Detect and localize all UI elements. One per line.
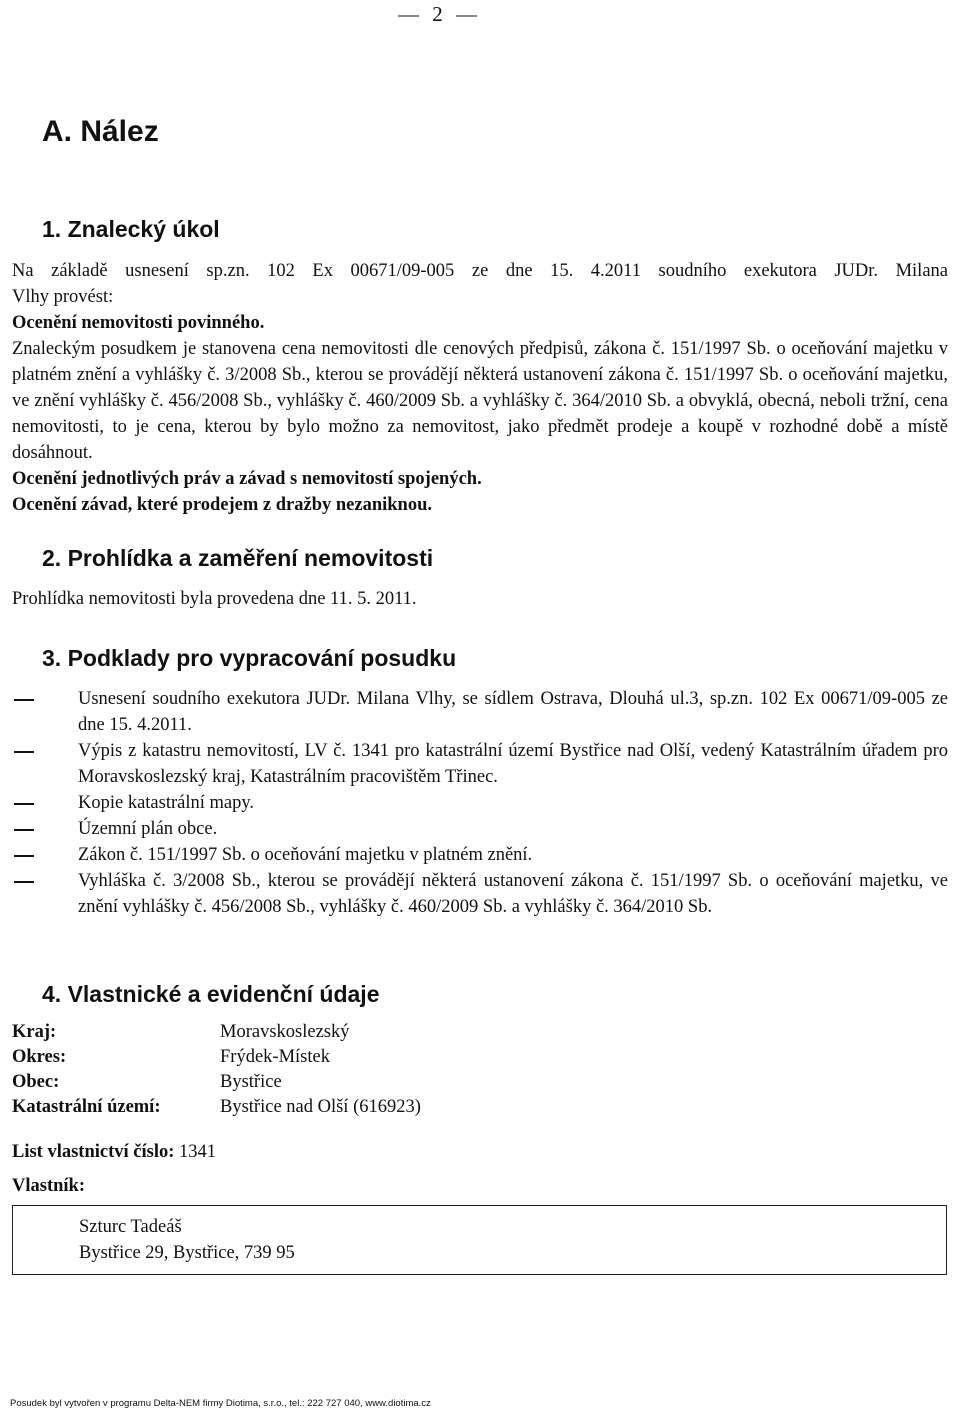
task-valuation: Ocenění nemovitosti povinného. [12, 313, 265, 333]
list-item: Územní plán obce. [0, 816, 948, 842]
ownership-sheet-number: 1341 [179, 1142, 217, 1162]
main-heading: A. Nález [42, 115, 159, 148]
owner-name: Szturc Tadeáš [79, 1217, 182, 1237]
section-3-heading: 3. Podklady pro vypracování posudku [42, 645, 457, 671]
dash-bullet [14, 699, 34, 701]
section-2-heading: 2. Prohlídka a zaměření nemovitosti [42, 545, 434, 571]
section-4-heading: 4. Vlastnické a evidenční údaje [42, 981, 380, 1007]
obec-value: Bystřice [220, 1072, 282, 1092]
sources-list [0, 686, 948, 920]
list-item: Kopie katastrální mapy. [0, 790, 948, 816]
list-item: Vyhláška č. 3/2008 Sb., kterou se provádějí některá ustanovení zákona č. 151/1997 Sb. o oceňování majetku, ve znění vyhlášky č. 456/2008 Sb., vyhlášky č. 460/2009 Sb. a vyhlášky č. 364/2010 Sb. [0, 868, 948, 920]
owner-box [12, 1205, 947, 1275]
inspection-text: Prohlídka nemovitosti byla provedena dne 11. 5. 2011. [12, 589, 417, 609]
okres-value: Frýdek-Místek [220, 1047, 330, 1067]
intro-line-2: Vlhy provést: [12, 287, 114, 307]
dash-bullet [14, 751, 34, 753]
dash-bullet [14, 803, 34, 805]
owner-label: Vlastník: [12, 1176, 85, 1196]
owner-address: Bystřice 29, Bystřice, 739 95 [79, 1243, 295, 1263]
ownership-sheet-label: List vlastnictví číslo: [12, 1142, 175, 1162]
footer-note: Posudek byl vytvořen v programu Delta-NEM firmy Diotima, s.r.o., tel.: 222 727 040, www.diotima.cz [10, 1398, 431, 1409]
kraj-label: Kraj: [12, 1022, 57, 1042]
intro-line-1: Na základě usnesení sp.zn. 102 Ex 00671/09-005 ze dne 15. 4.2011 soudního exekutora JUDr. Milana [12, 261, 948, 281]
valuation-text: Znaleckým posudkem je stanovena cena nemovitosti dle cenových předpisů, zákona č. 151/1997 Sb. o oceňování majetku v platném znění a vyhlášky č. 3/2008 Sb., kterou se provádějí některá ustanovení zákona č. 151/1997 Sb. o oceňování majetku, ve znění vyhlášky č. 456/2008 Sb., vyhlášky č. 460/2009 Sb. a vyhlášky č. 364/2010 Sb. a obvyklá, obecná, neboli tržní, cena nemovitosti, to je cena, kterou by bylo možno za nemovitost, jako předmět prodeje a koupě v rozhodné době a místě dosáhnout. [12, 339, 948, 463]
list-item: Výpis z katastru nemovitostí, LV č. 1341 pro katastrální území Bystřice nad Olší, vedený Katastrálním úřadem pro Moravskoslezský kraj, Katastrálním pracovištěm Třinec. [0, 738, 948, 790]
section-1-heading: 1. Znalecký úkol [42, 216, 220, 242]
obec-label: Obec: [12, 1072, 60, 1092]
dash-bullet [14, 829, 34, 831]
dash-bullet [14, 881, 34, 883]
cadastral-value: Bystřice nad Olší (616923) [220, 1097, 421, 1117]
page-number: — 2 — [398, 2, 481, 26]
ownership-sheet [12, 1142, 216, 1163]
kraj-value: Moravskoslezský [220, 1022, 350, 1042]
task-rights: Ocenění jednotlivých práv a závad s nemovitostí spojených. [12, 469, 482, 489]
dash-bullet [14, 855, 34, 857]
okres-label: Okres: [12, 1047, 67, 1067]
task-encumbrances: Ocenění závad, které prodejem z dražby nezaniknou. [12, 495, 432, 515]
cadastral-label: Katastrální území: [12, 1097, 161, 1117]
section-1-body [12, 258, 948, 518]
list-item: Usnesení soudního exekutora JUDr. Milana Vlhy, se sídlem Ostrava, Dlouhá ul.3, sp.zn. 102 Ex 00671/09-005 ze dne 15. 4.2011. [0, 686, 948, 738]
list-item: Zákon č. 151/1997 Sb. o oceňování majetku v platném znění. [0, 842, 948, 868]
